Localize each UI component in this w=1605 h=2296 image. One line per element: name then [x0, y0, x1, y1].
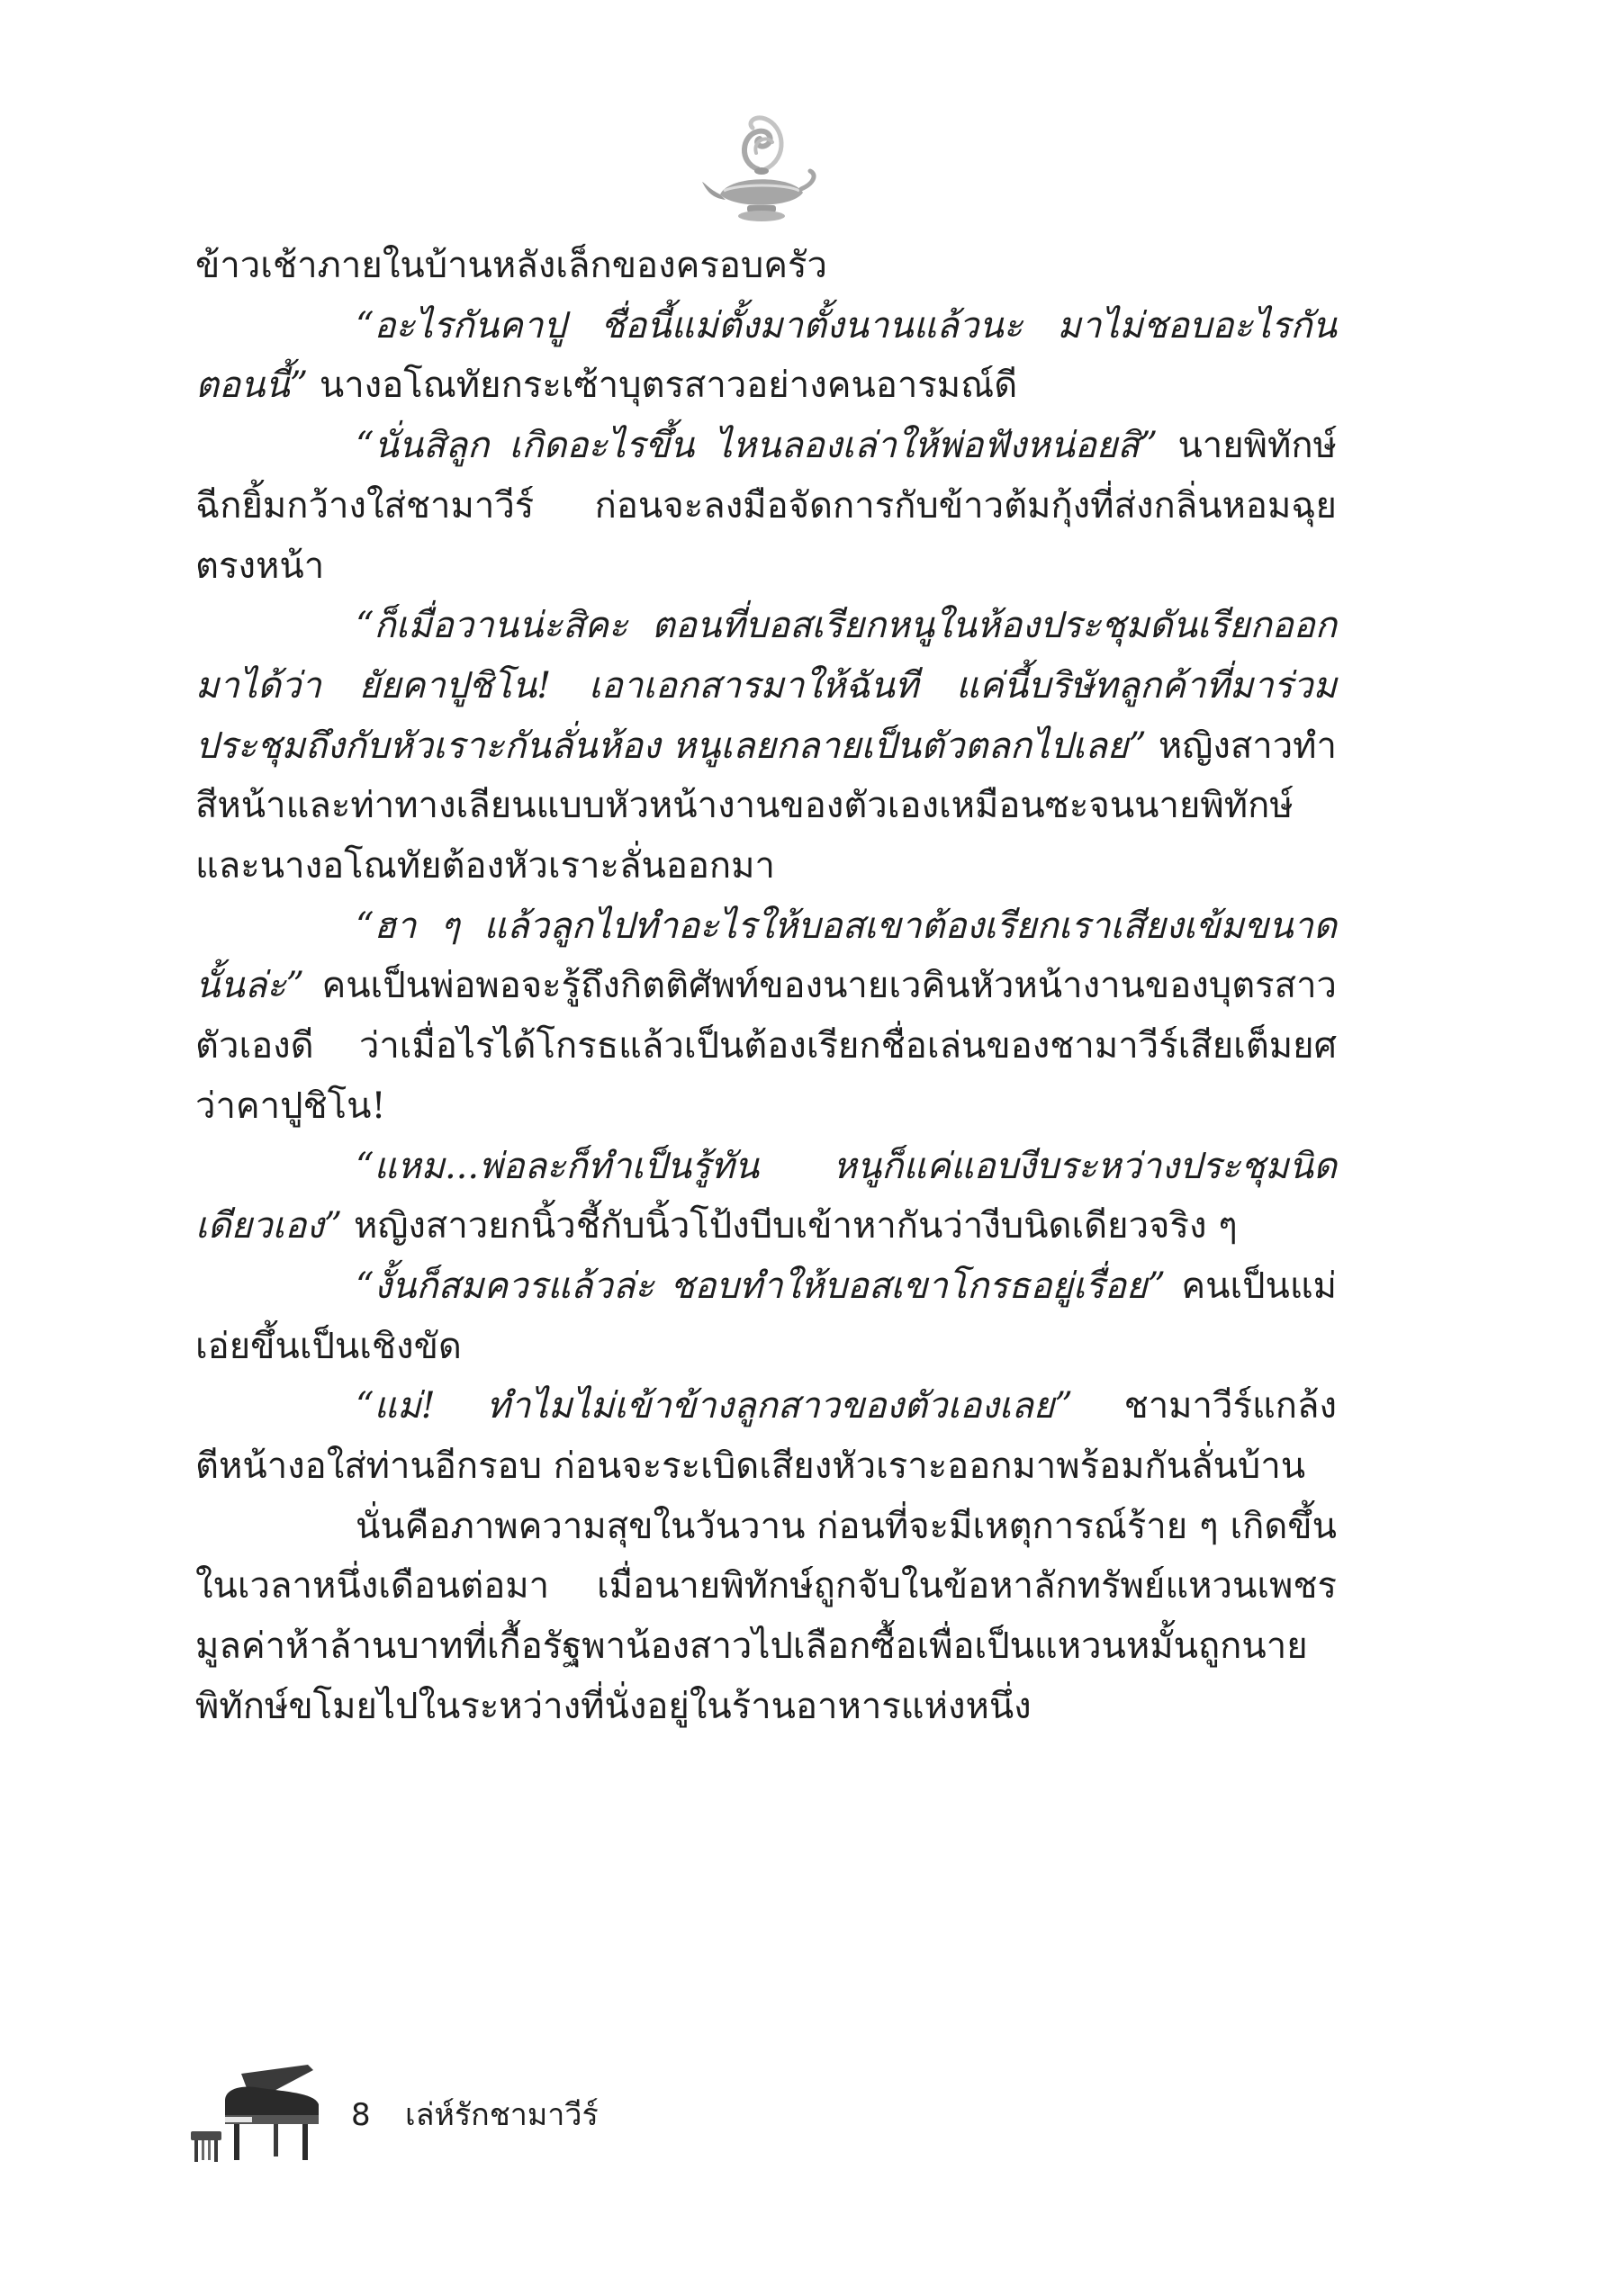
dialogue-text: “แหม...พ่อละก็ทำเป็นรู้ทัน หนูก็แค่แอบงีบระหว่างประชุมนิดเดียวเอง” [195, 1145, 1337, 1247]
narration-text: หญิงสาวยกนิ้วชี้กับนิ้วโป้งบีบเข้าหากันว่างีบนิดเดียวจริง ๆ [342, 1205, 1238, 1247]
narration-text: นั่นคือภาพความสุขในวันวาน ก่อนที่จะมีเหตุการณ์ร้าย ๆ เกิดขึ้นในเวลาหนึ่งเดือนต่อมา เมื่อนายพิทักษ์ถูกจับในข้อหาลักทรัพย์แหวนเพชรมูลค่าห้าล้านบาทที่เกื้อรัฐพาน้องสาวไปเลือกซื้อเพื่อเป็นแหวนหมั้นถูกนายพิทักษ์ขโมยไปในระหว่างที่นั่งอยู่ในร้านอาหารแห่งหนึ่ง [195, 1505, 1337, 1727]
paragraph [195, 1376, 1337, 1496]
narration-text: ข้าวเช้าภายในบ้านหลังเล็กของครอบครัว [195, 245, 827, 286]
paragraph [195, 416, 1337, 596]
narration-text: ชามาวีร์แกล้งตีหน้างอใส่ท่านอีกรอบ ก่อนจะระเบิดเสียงหัวเราะออกมาพร้อมกันลั่นบ้าน [195, 1385, 1337, 1488]
dialogue-text: “งั้นก็สมควรแล้วล่ะ ชอบทำให้บอสเขาโกรธอยู่เรื่อย” [356, 1265, 1166, 1307]
paragraph [195, 596, 1337, 896]
dialogue-text: “นั่นสิลูก เกิดอะไรขึ้น ไหนลองเล่าให้พ่อฟังหน่อยสิ” [356, 425, 1159, 467]
dialogue-text: “แม่! ทำไมไม่เข้าข้างลูกสาวของตัวเองเลย” [356, 1385, 1073, 1427]
grand-piano-icon [189, 2061, 324, 2169]
paragraph [195, 1256, 1337, 1376]
narration-text: คนเป็นแม่เอ่ยขึ้นเป็นเชิงขัด [195, 1265, 1337, 1367]
book-title: เล่ห์รักชามาวีร์ [405, 2097, 599, 2133]
narration-text: นางอโณทัยกระเซ้าบุตรสาวอย่างคนอารมณ์ดี [308, 365, 1018, 407]
dialogue-text: “อะไรกันคาปู ชื่อนี้แม่ตั้งมาตั้งนานแล้วนะ มาไม่ชอบอะไรกันตอนนี้” [195, 304, 1337, 407]
page-footer [189, 2061, 819, 2169]
paragraph [195, 1137, 1337, 1256]
dialogue-text: “ฮา ๆ แล้วลูกไปทำอะไรให้บอสเขาต้องเรียกเราเสียงเข้มขนาดนั้นล่ะ” [195, 905, 1337, 1007]
genie-lamp-icon [702, 99, 819, 234]
narration-text: หญิงสาวทำสีหน้าและท่าทางเลียนแบบหัวหน้างานของตัวเองเหมือนซะจนนายพิทักษ์และนางอโณทัยต้องหัวเราะลั่นออกมา [195, 725, 1338, 887]
dialogue-text: “ก็เมื่อวานน่ะสิคะ ตอนที่บอสเรียกหนูในห้องประชุมดันเรียกออกมาได้ว่า ยัยคาปูชิโน! เอาเอกสารมาให้ฉันที แค่นี้บริษัทลูกค้าที่มาร่วมประชุมถึงกับหัวเราะกันลั่นห้อง หนูเลยกลายเป็นตัวตลกไปเลย” [195, 605, 1337, 767]
paragraph [195, 1497, 1337, 1737]
narration-text: คนเป็นพ่อพอจะรู้ถึงกิตติศัพท์ของนายเวคินหัวหน้างานของบุตรสาวตัวเองดี ว่าเมื่อไรได้โกรธแล้วเป็นต้องเรียกชื่อเล่นของชามาวีร์เสียเต็มยศว่าคาปูชิโน! [195, 965, 1337, 1127]
paragraph [195, 896, 1337, 1137]
paragraph [195, 236, 1337, 296]
narration-text: นายพิทักษ์ฉีกยิ้มกว้างใส่ชามาวีร์ ก่อนจะลงมือจัดการกับข้าวต้มกุ้งที่ส่งกลิ่นหอมฉุยตรงหน้า [195, 425, 1338, 587]
body-text [195, 236, 1337, 1737]
page-number: 8 [351, 2097, 371, 2133]
paragraph [195, 296, 1337, 416]
